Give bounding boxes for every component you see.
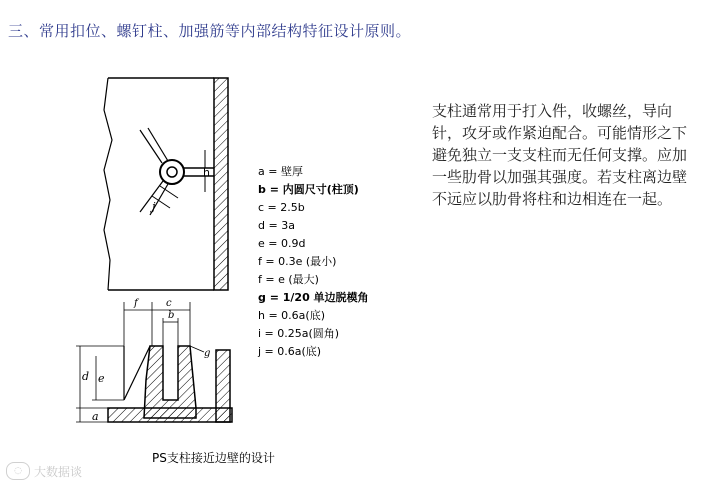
label-d: d bbox=[82, 370, 90, 383]
label-g: g bbox=[204, 348, 211, 359]
page-heading: 三、常用扣位、螺钉柱、加强筋等内部结构特征设计原则。 bbox=[8, 22, 412, 40]
description-text: 支柱通常用于打入件，收螺丝，导向针，攻牙或作紧迫配合。可能情形之下避免独立一支支柱而无任何支撑。应加一些肋骨以加强其强度。若支柱离边壁不远应以肋骨将柱和边相连在一起。 bbox=[432, 102, 688, 208]
label-h: h bbox=[203, 166, 210, 179]
label-e: e bbox=[98, 372, 105, 385]
watermark bbox=[6, 462, 82, 480]
spec-item: a = 壁厚 bbox=[258, 165, 303, 178]
watermark-text: 大数据谈 bbox=[34, 464, 83, 479]
label-b: b bbox=[168, 310, 175, 321]
diagram-caption: PS支柱接近边壁的设计 bbox=[152, 451, 275, 465]
label-f: f bbox=[134, 298, 138, 309]
label-j: j bbox=[152, 200, 156, 213]
label-c: c bbox=[166, 298, 172, 309]
spec-item: e = 0.9d bbox=[258, 237, 306, 250]
spec-item: d = 3a bbox=[258, 219, 295, 232]
top-view bbox=[104, 78, 228, 290]
spec-item: f = e (最大) bbox=[258, 273, 319, 286]
spec-item: j = 0.6a(底) bbox=[258, 345, 322, 358]
section-view bbox=[76, 302, 232, 422]
spec-item: b = 内圆尺寸(柱顶) bbox=[258, 183, 359, 196]
label-a: a bbox=[92, 410, 99, 423]
spec-item: h = 0.6a(底) bbox=[258, 309, 325, 322]
spec-item: i = 0.25a(圆角) bbox=[258, 327, 340, 340]
spec-item: g = 1/20 单边脱模角 bbox=[258, 291, 369, 304]
spec-item: f = 0.3e (最小) bbox=[258, 255, 337, 268]
spec-list bbox=[257, 165, 369, 358]
watermark-logo-icon: ◌ bbox=[6, 462, 30, 480]
spec-item: c = 2.5b bbox=[258, 201, 305, 214]
